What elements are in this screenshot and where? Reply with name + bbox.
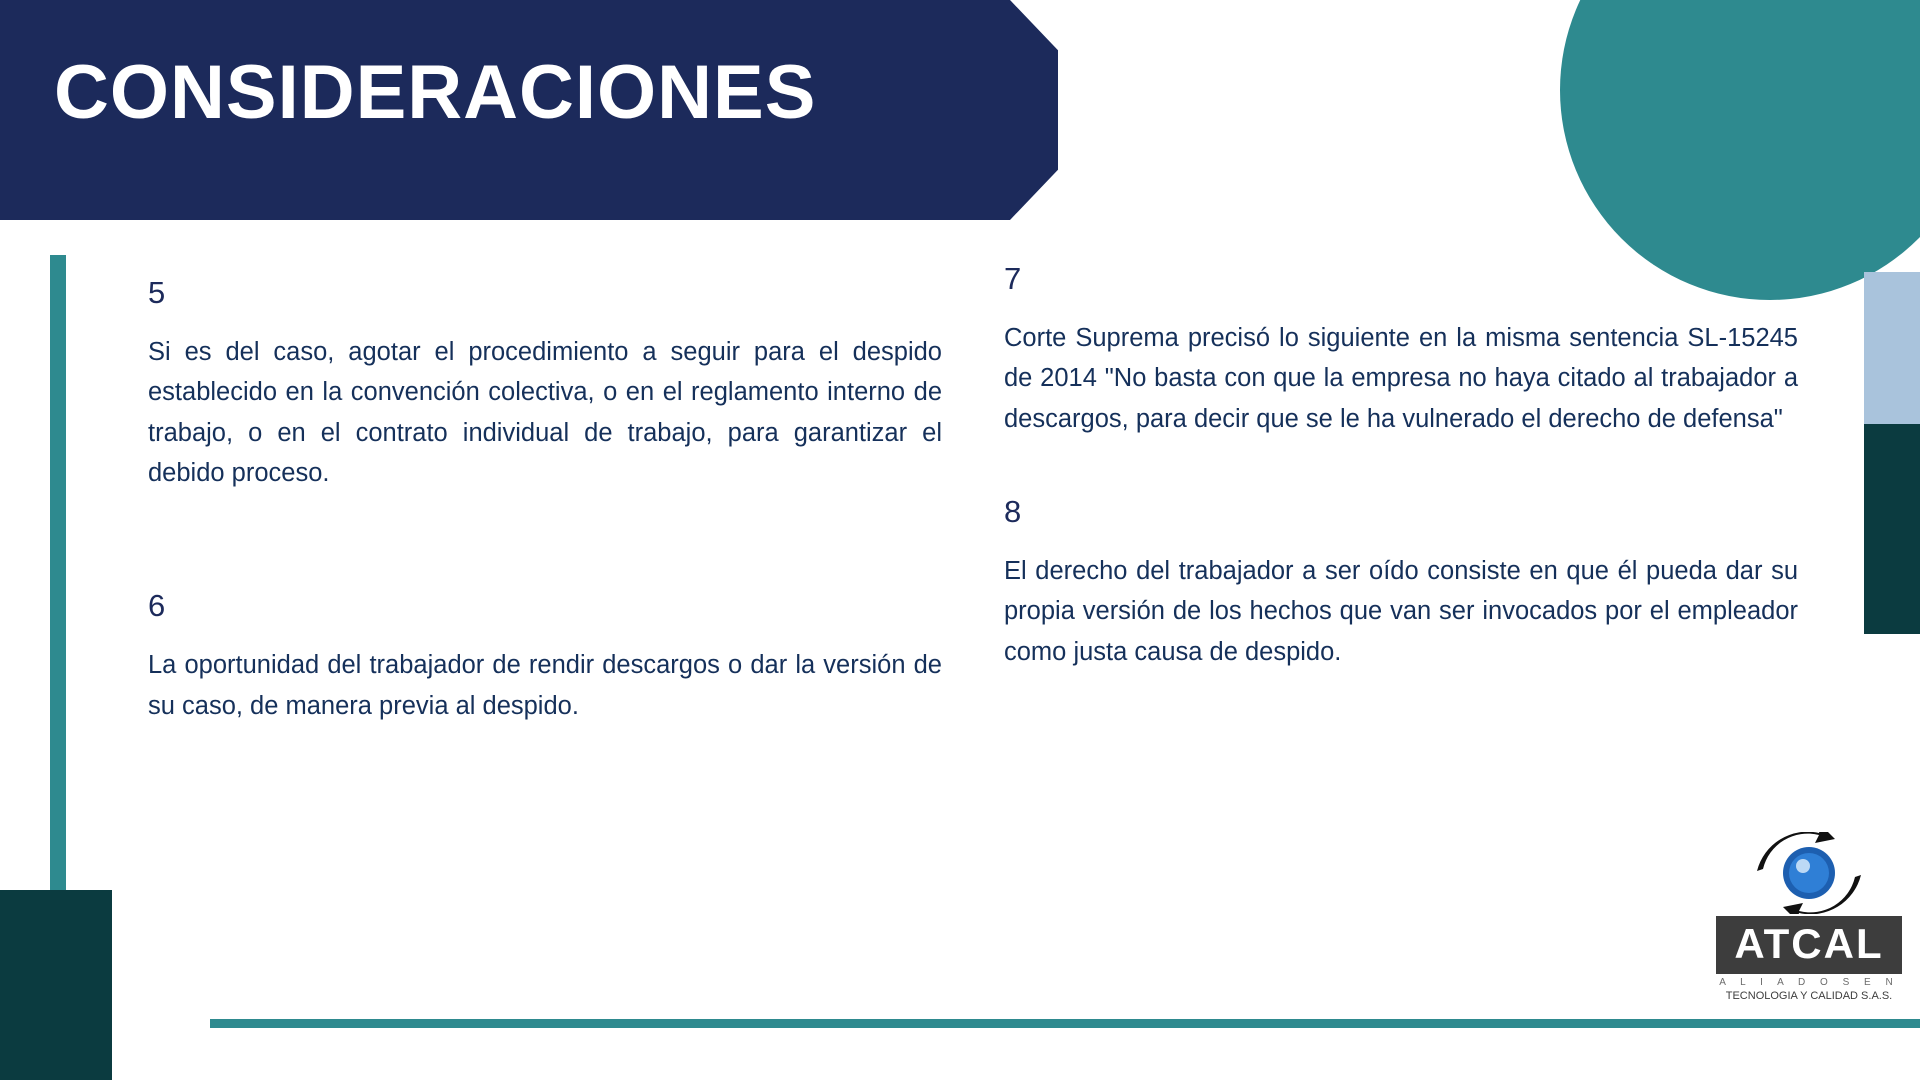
consideration-block [148, 589, 942, 726]
right-dark-teal-bar-decoration [1864, 424, 1920, 634]
consideration-text: El derecho del trabajador a ser oído consiste en que él pueda dar su propia versión de los hechos que van ser invocados por el empleador como justa causa de despido. [1004, 557, 1798, 666]
consideration-block [1004, 262, 1798, 439]
consideration-text: La oportunidad del trabajador de rendir descargos o dar la versión de su caso, de manera previa al despido. [148, 651, 942, 720]
right-light-blue-bar-decoration [1864, 272, 1920, 424]
bottom-teal-rule-decoration [210, 1019, 1920, 1028]
consideration-number: 6 [148, 588, 166, 624]
consideration-number: 5 [148, 275, 166, 310]
atcal-wordmark-text: ATCAL [1734, 920, 1884, 967]
consideration-text: Si es del caso, agotar el procedimiento a seguir para el despido establecido en la convención colectiva, o en el reglamento interno de trabajo, o en el contrato individual de trabajo, para garantizar el debido proceso. [148, 338, 942, 487]
column-left [148, 262, 942, 726]
content-area [148, 262, 1798, 726]
consideration-number: 8 [1004, 493, 1022, 529]
page-title: CONSIDERACIONES [54, 50, 817, 135]
atcal-tagline-1: A L I A D O S E N [1719, 977, 1899, 988]
consideration-number: 7 [1004, 261, 1022, 296]
consideration-text: Corte Suprema precisó lo siguiente en la misma sentencia SL-15245 de 2014 "No basta con que la empresa no haya citado al trabajador a descargos, para decir que se le ha vulnerado el derecho de defensa" [1004, 324, 1798, 433]
atcal-wordmark [1716, 916, 1902, 974]
consideration-block [1004, 495, 1798, 672]
atcal-tagline-2: TECNOLOGIA Y CALIDAD S.A.S. [1725, 990, 1893, 1002]
consideration-block [148, 276, 942, 493]
column-right [1004, 262, 1798, 726]
left-dark-block-decoration [0, 890, 112, 1080]
atcal-logo-mark-icon [1716, 832, 1902, 914]
atcal-logo [1716, 832, 1902, 1002]
teal-circle-decoration [1560, 0, 1920, 300]
